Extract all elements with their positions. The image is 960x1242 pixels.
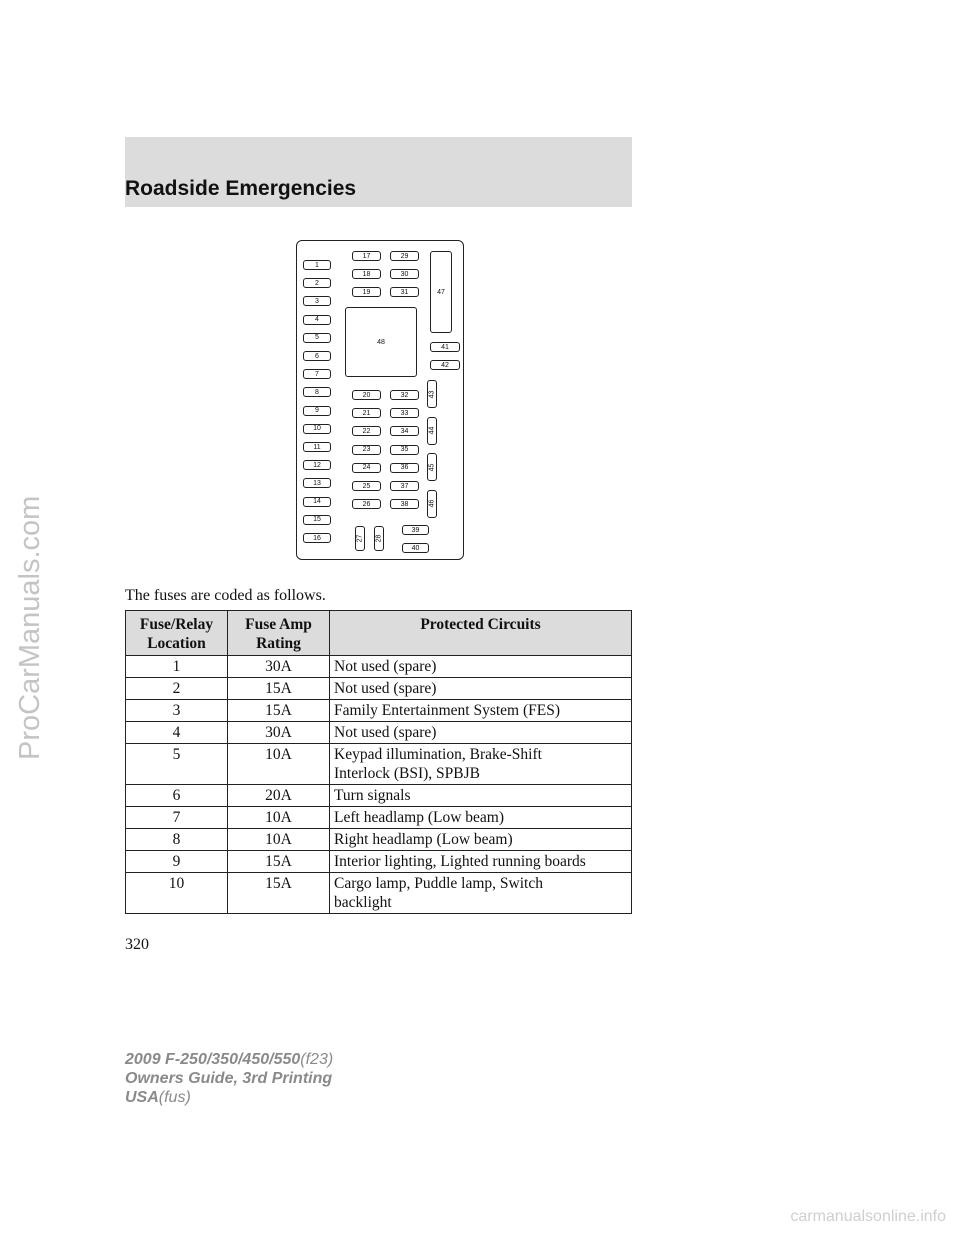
table-row [126, 656, 632, 678]
fuse-slot: 17 [352, 251, 381, 261]
table-row [126, 722, 632, 744]
fuse-slot: 29 [390, 251, 419, 261]
fuse-slot: 36 [390, 463, 419, 473]
table-row [126, 744, 632, 785]
fuse-table [125, 610, 632, 914]
cell-circuit: Not used (spare) [330, 656, 632, 678]
cell-location: 6 [126, 785, 228, 807]
header-location: Fuse/Relay Location [126, 611, 228, 656]
fuse-slot: 10 [303, 424, 331, 434]
cell-circuit: Left headlamp (Low beam) [330, 807, 632, 829]
cell-location: 10 [126, 873, 228, 914]
cell-location: 7 [126, 807, 228, 829]
fuse-slot: 5 [303, 333, 331, 343]
fuse-slot: 3 [303, 296, 331, 306]
fuse-slot: 46 [427, 490, 437, 518]
fuse-slot: 24 [352, 463, 381, 473]
cell-circuit: Not used (spare) [330, 678, 632, 700]
fuse-slot: 16 [303, 533, 331, 543]
fuse-slot: 1 [303, 260, 331, 270]
cell-location: 4 [126, 722, 228, 744]
fuse-slot: 6 [303, 351, 331, 361]
page-number: 320 [125, 936, 149, 953]
table-header-row [126, 611, 632, 656]
cell-location: 2 [126, 678, 228, 700]
fuse-slot: 14 [303, 497, 331, 507]
fuse-slot: 26 [352, 499, 381, 509]
fuse-slot: 45 [427, 453, 437, 481]
fuse-slot: 18 [352, 269, 381, 279]
cell-circuit: Interior lighting, Lighted running boards [330, 851, 632, 873]
fuse-slot: 40 [402, 543, 429, 553]
fuse-slot: 25 [352, 481, 381, 491]
cell-circuit: Right headlamp (Low beam) [330, 829, 632, 851]
fuse-slot: 9 [303, 406, 331, 416]
cell-rating: 10A [228, 744, 330, 785]
fuse-slot: 38 [390, 499, 419, 509]
cell-location: 8 [126, 829, 228, 851]
table-row [126, 700, 632, 722]
fuse-slot: 31 [390, 287, 419, 297]
fuse-slot: 44 [427, 417, 437, 445]
fuse-slot: 19 [352, 287, 381, 297]
table-row [126, 829, 632, 851]
fuse-slot: 27 [355, 526, 365, 551]
fuse-slot: 42 [430, 360, 460, 370]
fuse-slot: 23 [352, 445, 381, 455]
cell-rating: 15A [228, 678, 330, 700]
cell-rating: 15A [228, 851, 330, 873]
cell-rating: 15A [228, 700, 330, 722]
fuse-slot: 28 [374, 526, 384, 551]
footer: 2009 F-250/350/450/550(f23) Owners Guide, 3rd Printing USA(fus) [125, 1051, 334, 1106]
fuse-slot: 22 [352, 426, 381, 436]
cell-location: 9 [126, 851, 228, 873]
watermark-left: ProCarManuals.com [14, 495, 46, 760]
fuse-slot: 39 [402, 525, 429, 535]
cell-location: 3 [126, 700, 228, 722]
watermark-bottom: carmanualsonline.info [790, 1208, 946, 1225]
table-row [126, 807, 632, 829]
fuse-slot: 33 [390, 408, 419, 418]
fuse-slot: 37 [390, 481, 419, 491]
table-row [126, 785, 632, 807]
header-circuits: Protected Circuits [330, 611, 632, 656]
cell-location: 1 [126, 656, 228, 678]
fuse-slot: 7 [303, 369, 331, 379]
cell-rating: 10A [228, 829, 330, 851]
header-rating: Fuse Amp Rating [228, 611, 330, 656]
table-row [126, 873, 632, 914]
fuse-slot: 20 [352, 390, 381, 400]
cell-rating: 30A [228, 722, 330, 744]
fuse-slot: 35 [390, 445, 419, 455]
fuse-slot: 48 [345, 307, 417, 377]
cell-circuit: Keypad illumination, Brake-Shift Interlock (BSI), SPBJB [330, 744, 632, 785]
cell-rating: 10A [228, 807, 330, 829]
cell-circuit: Cargo lamp, Puddle lamp, Switch backlight [330, 873, 632, 914]
cell-circuit: Turn signals [330, 785, 632, 807]
cell-location: 5 [126, 744, 228, 785]
fuse-slot: 34 [390, 426, 419, 436]
fuse-slot: 15 [303, 515, 331, 525]
fuse-slot: 21 [352, 408, 381, 418]
fuse-slot: 4 [303, 315, 331, 325]
cell-circuit: Family Entertainment System (FES) [330, 700, 632, 722]
table-row [126, 678, 632, 700]
table-row [126, 851, 632, 873]
fuse-slot: 30 [390, 269, 419, 279]
intro-text: The fuses are coded as follows. [125, 587, 326, 604]
cell-rating: 20A [228, 785, 330, 807]
fuse-slot: 11 [303, 442, 331, 452]
fuse-slot: 32 [390, 390, 419, 400]
fuse-slot: 43 [427, 380, 437, 408]
section-title: Roadside Emergencies [125, 177, 357, 200]
fuse-box-diagram [296, 240, 464, 560]
fuse-slot: 8 [303, 387, 331, 397]
fuse-slot: 13 [303, 478, 331, 488]
cell-rating: 15A [228, 873, 330, 914]
fuse-slot: 2 [303, 278, 331, 288]
cell-rating: 30A [228, 656, 330, 678]
fuse-slot: 47 [430, 251, 452, 333]
cell-circuit: Not used (spare) [330, 722, 632, 744]
fuse-slot: 41 [430, 342, 460, 352]
fuse-slot: 12 [303, 460, 331, 470]
